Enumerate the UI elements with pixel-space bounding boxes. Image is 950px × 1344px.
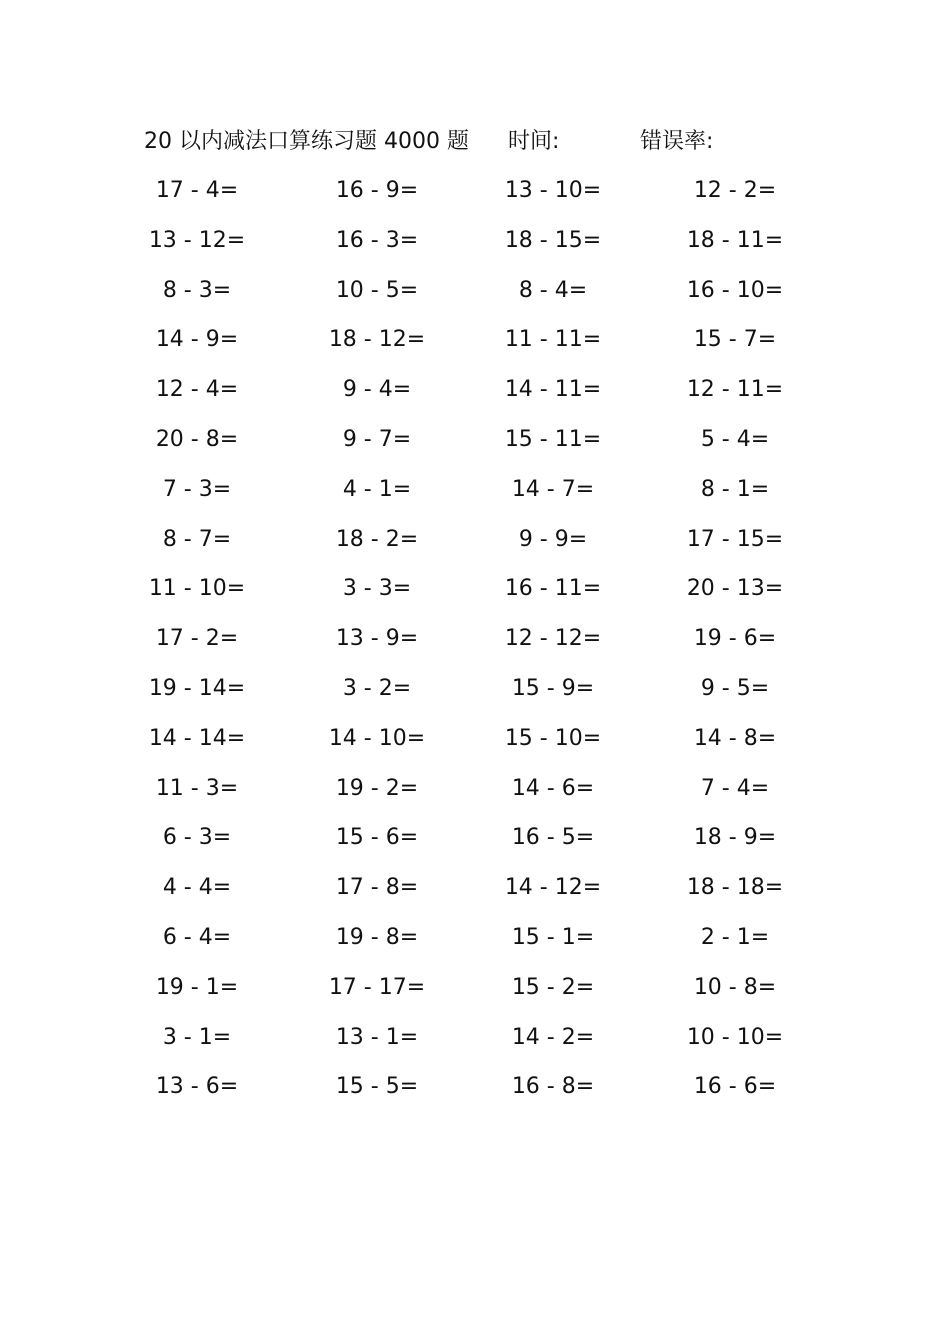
- problem-item: 11 - 3=: [155, 775, 239, 801]
- problem-row: [0, 622, 950, 672]
- problem-item: 19 - 6=: [693, 626, 777, 652]
- error-rate-label: 错误率:: [640, 129, 714, 154]
- problem-row: [0, 921, 950, 971]
- problem-item: 9 - 7=: [342, 426, 412, 452]
- problem-item: 18 - 9=: [693, 825, 777, 851]
- problem-item: 18 - 11=: [686, 227, 784, 253]
- problem-item: 19 - 1=: [155, 974, 239, 1000]
- problem-item: 6 - 3=: [162, 825, 232, 851]
- problem-item: 13 - 6=: [155, 1074, 239, 1100]
- problem-item: 3 - 3=: [342, 576, 412, 602]
- problem-item: 3 - 1=: [162, 1024, 232, 1050]
- problem-item: 12 - 4=: [155, 377, 239, 403]
- problem-item: 8 - 7=: [162, 526, 232, 552]
- time-label: 时间:: [508, 129, 560, 154]
- problem-item: 10 - 8=: [693, 974, 777, 1000]
- problem-item: 12 - 11=: [686, 377, 784, 403]
- problem-row: [0, 821, 950, 871]
- problem-item: 14 - 14=: [148, 725, 246, 751]
- problem-item: 14 - 2=: [511, 1024, 595, 1050]
- problem-item: 13 - 12=: [148, 227, 246, 253]
- problem-item: 18 - 15=: [504, 227, 602, 253]
- problem-row: [0, 473, 950, 523]
- problem-row: [0, 1070, 950, 1120]
- problem-item: 9 - 9=: [518, 526, 588, 552]
- problem-item: 2 - 1=: [700, 924, 770, 950]
- problem-item: 11 - 10=: [148, 576, 246, 602]
- problem-item: 5 - 4=: [700, 426, 770, 452]
- problem-item: 20 - 13=: [686, 576, 784, 602]
- problem-item: 15 - 1=: [511, 924, 595, 950]
- problem-item: 17 - 15=: [686, 526, 784, 552]
- problem-item: 16 - 8=: [511, 1074, 595, 1100]
- problem-item: 15 - 2=: [511, 974, 595, 1000]
- problem-item: 15 - 9=: [511, 675, 595, 701]
- problem-item: 14 - 10=: [328, 725, 426, 751]
- problem-item: 15 - 10=: [504, 725, 602, 751]
- problem-item: 18 - 2=: [335, 526, 419, 552]
- problem-item: 9 - 4=: [342, 377, 412, 403]
- problem-item: 13 - 10=: [504, 178, 602, 203]
- problem-item: 17 - 4=: [155, 178, 239, 203]
- problem-item: 13 - 9=: [335, 626, 419, 652]
- problem-row: [0, 224, 950, 274]
- problem-item: 15 - 7=: [693, 327, 777, 353]
- problem-item: 14 - 9=: [155, 327, 239, 353]
- problem-row: [0, 871, 950, 921]
- problem-item: 14 - 11=: [504, 377, 602, 403]
- problem-item: 18 - 12=: [328, 327, 426, 353]
- problem-item: 7 - 3=: [162, 476, 232, 502]
- problem-item: 17 - 17=: [328, 974, 426, 1000]
- problem-item: 16 - 3=: [335, 227, 419, 253]
- problem-row: [0, 572, 950, 622]
- problem-item: 10 - 10=: [686, 1024, 784, 1050]
- problem-item: 15 - 11=: [504, 426, 602, 452]
- problem-item: 8 - 1=: [700, 476, 770, 502]
- problem-item: 9 - 5=: [700, 675, 770, 701]
- worksheet-header: [0, 126, 950, 158]
- problem-row: [0, 174, 950, 224]
- problem-row: [0, 772, 950, 822]
- problem-item: 16 - 5=: [511, 825, 595, 851]
- problem-item: 15 - 6=: [335, 825, 419, 851]
- problem-item: 18 - 18=: [686, 875, 784, 901]
- problem-row: [0, 1021, 950, 1071]
- problem-item: 19 - 8=: [335, 924, 419, 950]
- worksheet-title: 20 以内减法口算练习题 4000 题: [144, 129, 469, 154]
- problem-item: 13 - 1=: [335, 1024, 419, 1050]
- problem-item: 3 - 2=: [342, 675, 412, 701]
- problem-item: 14 - 8=: [693, 725, 777, 751]
- problem-item: 8 - 3=: [162, 277, 232, 303]
- problem-item: 11 - 11=: [504, 327, 602, 353]
- problem-item: 17 - 2=: [155, 626, 239, 652]
- problem-row: [0, 274, 950, 324]
- problem-item: 4 - 4=: [162, 875, 232, 901]
- problem-item: 19 - 14=: [148, 675, 246, 701]
- problem-row: [0, 672, 950, 722]
- problem-item: 16 - 10=: [686, 277, 784, 303]
- problem-item: 14 - 12=: [504, 875, 602, 901]
- problem-row: [0, 722, 950, 772]
- problem-row: [0, 523, 950, 573]
- problem-item: 16 - 9=: [335, 178, 419, 203]
- problem-item: 20 - 8=: [155, 426, 239, 452]
- problem-item: 4 - 1=: [342, 476, 412, 502]
- problem-grid: [0, 174, 950, 1120]
- problem-row: [0, 971, 950, 1021]
- problem-item: 14 - 7=: [511, 476, 595, 502]
- problem-row: [0, 323, 950, 373]
- problem-row: [0, 423, 950, 473]
- problem-item: 12 - 12=: [504, 626, 602, 652]
- problem-item: 16 - 6=: [693, 1074, 777, 1100]
- problem-item: 16 - 11=: [504, 576, 602, 602]
- problem-item: 10 - 5=: [335, 277, 419, 303]
- problem-item: 8 - 4=: [518, 277, 588, 303]
- problem-item: 19 - 2=: [335, 775, 419, 801]
- problem-item: 15 - 5=: [335, 1074, 419, 1100]
- problem-item: 14 - 6=: [511, 775, 595, 801]
- problem-row: [0, 373, 950, 423]
- problem-item: 7 - 4=: [700, 775, 770, 801]
- problem-item: 12 - 2=: [693, 178, 777, 203]
- problem-item: 17 - 8=: [335, 875, 419, 901]
- problem-item: 6 - 4=: [162, 924, 232, 950]
